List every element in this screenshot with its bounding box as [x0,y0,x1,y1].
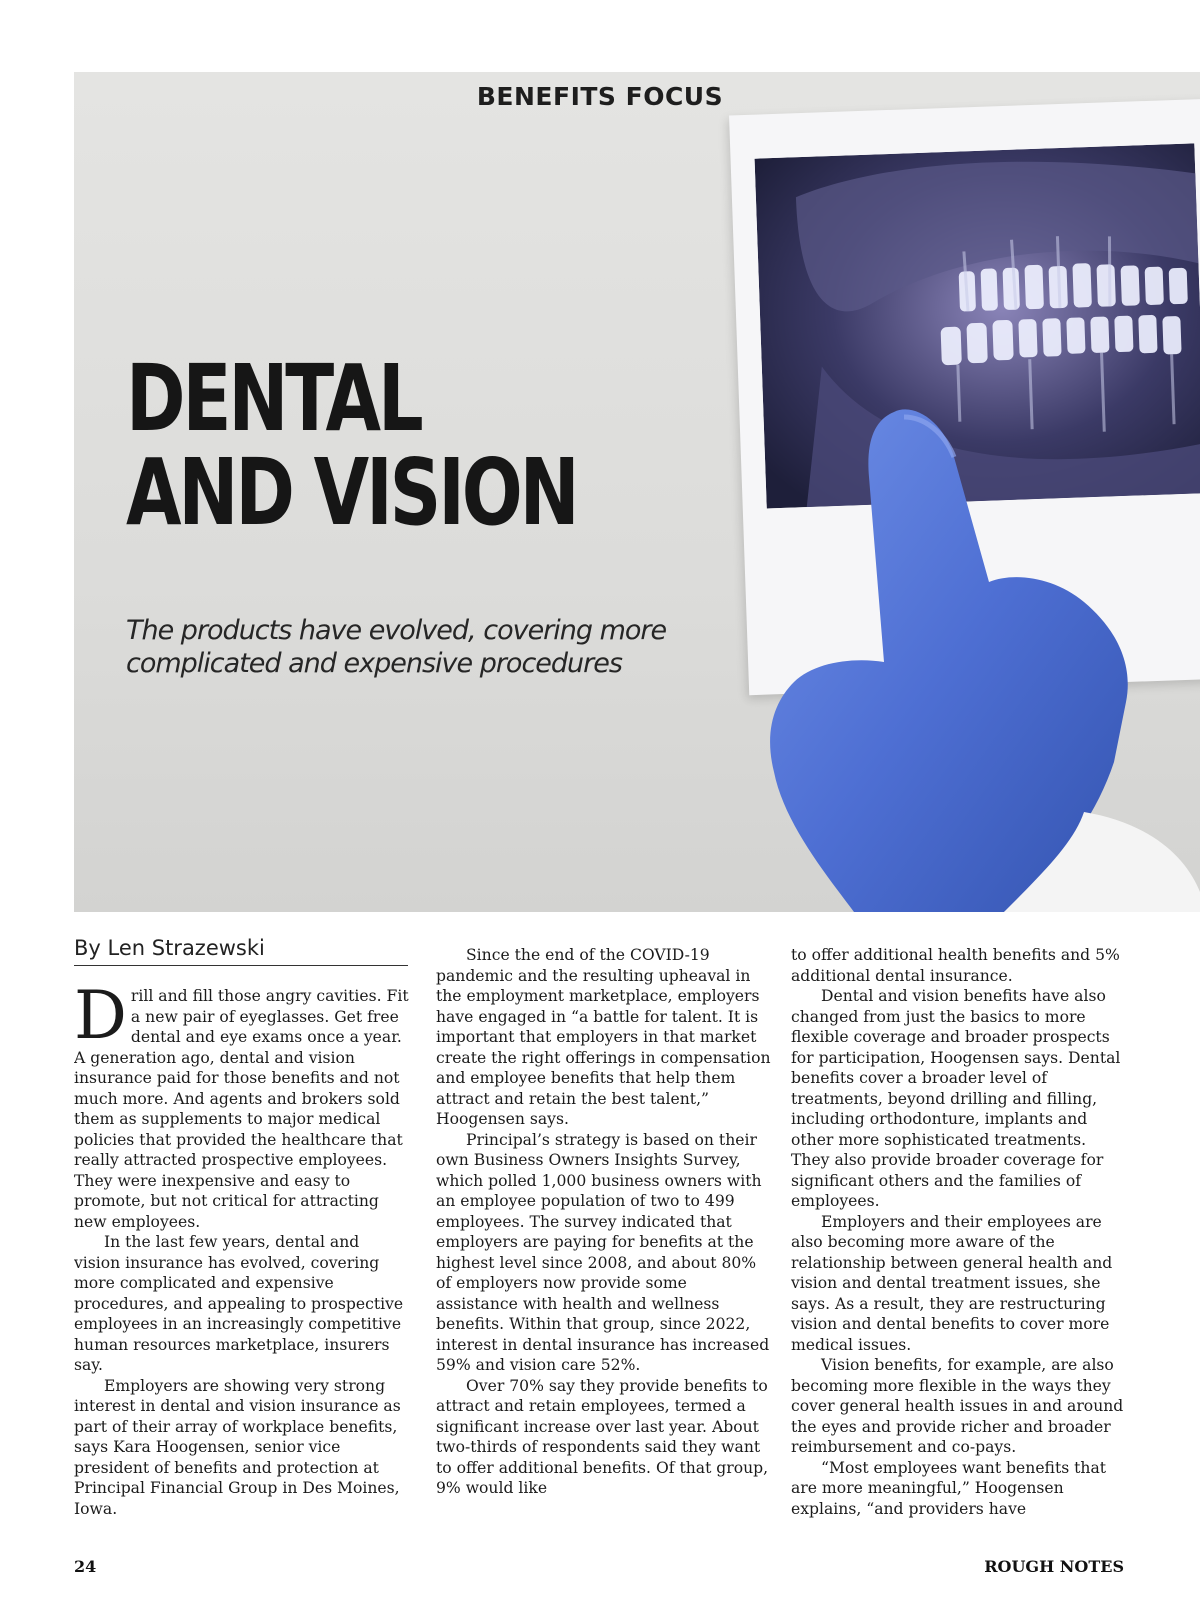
body-paragraph: Since the end of the COVID-19 pandemic and the resulting upheaval in the employment marketplace, employers have engaged in “a battle for talent. It is important that employers in that market create the right offerings in compensation and employee benefits that help them attract and retain the best talent,” Hoogensen says. [436,946,771,1128]
article-subtitle: The products have evolved, covering more complicated and expensive procedures [126,615,667,679]
byline: By Len Strazewski [74,936,408,966]
body-paragraph: “Most employees want benefits that are more meaningful,” Hoogensen explains, “and providers have [791,1458,1107,1518]
hero-image [74,72,1200,912]
section-label: BENEFITS FOCUS [476,82,724,111]
article-title [126,345,577,546]
article-title-line-2: AND VISION [126,439,577,546]
body-paragraph: Vision benefits, for example, are also becoming more flexible in the ways they cover general health issues in and around the eyes and provide richer and broader reimbursement and co-pays. [791,1356,1124,1456]
drop-cap: D [74,986,127,1054]
body-column-1 [74,986,410,1536]
article-title-line-1: DENTAL [126,345,421,452]
body-paragraph [74,986,410,1232]
body-column-3 [791,945,1127,1535]
body-paragraph: Employers and their employees are also becoming more aware of the relationship between general health and vision and dental treatment issues, she says. As a result, they are restructuring vision and dental benefits to cover more medical issues. [791,1212,1113,1354]
paragraph-text: rill and fill those angry cavities. Fit a new pair of eyeglasses. Get free dental and eye exams once a year. A generation ago, dental and vision insurance paid for those benefits and not much more. And agents and brokers sold them as supplements to major medical policies that provided the healthcare that really attracted prospective employees. They were inexpensive and easy to promote, but not critical for attracting new employees. [74,987,409,1231]
gloved-hand-image [754,402,1200,912]
body-paragraph: Principal’s strategy is based on their own Business Owners Insights Survey, which polled 1,000 business owners with an employee population of two to 499 employees. The survey indicated that employers are paying for benefits at the highest level since 2008, and about 80% of employers now provide some assistance with health and wellness benefits. Within that group, since 2022, interest in dental insurance has increased 59% and vision care 52%. [436,1130,770,1374]
body-paragraph: In the last few years, dental and vision insurance has evolved, covering more complicated and expensive procedures, and appealing to prospective employees in an increasingly competitive human resources marketplace, insurers say. [74,1233,404,1374]
page-number: 24 [74,1557,97,1576]
body-paragraph: to offer additional health benefits and 5% additional dental insurance. [791,946,1120,985]
body-paragraph: Over 70% say they provide benefits to attract and retain employees, termed a significant increase over last year. About two-thirds of respondents said they want to offer additional benefits. Of that group, 9% would like [436,1376,769,1497]
magazine-name: ROUGH NOTES [984,1557,1124,1576]
body-paragraph: Dental and vision benefits have also changed from just the basics to more flexible coverage and broader prospects for participation, Hoogensen says. Dental benefits cover a broader level of treatments, beyond drilling and filling, including orthodonture, implants and other more sophisticated treatments. They also provide broader coverage for significant others and the families of employees. [791,987,1121,1210]
body-column-2 [436,945,772,1535]
body-paragraph: Employers are showing very strong interest in dental and vision insurance as part of their array of workplace benefits, says Kara Hoogensen, senior vice president of benefits and protection at Principal Financial Group in Des Moines, Iowa. [74,1376,401,1518]
